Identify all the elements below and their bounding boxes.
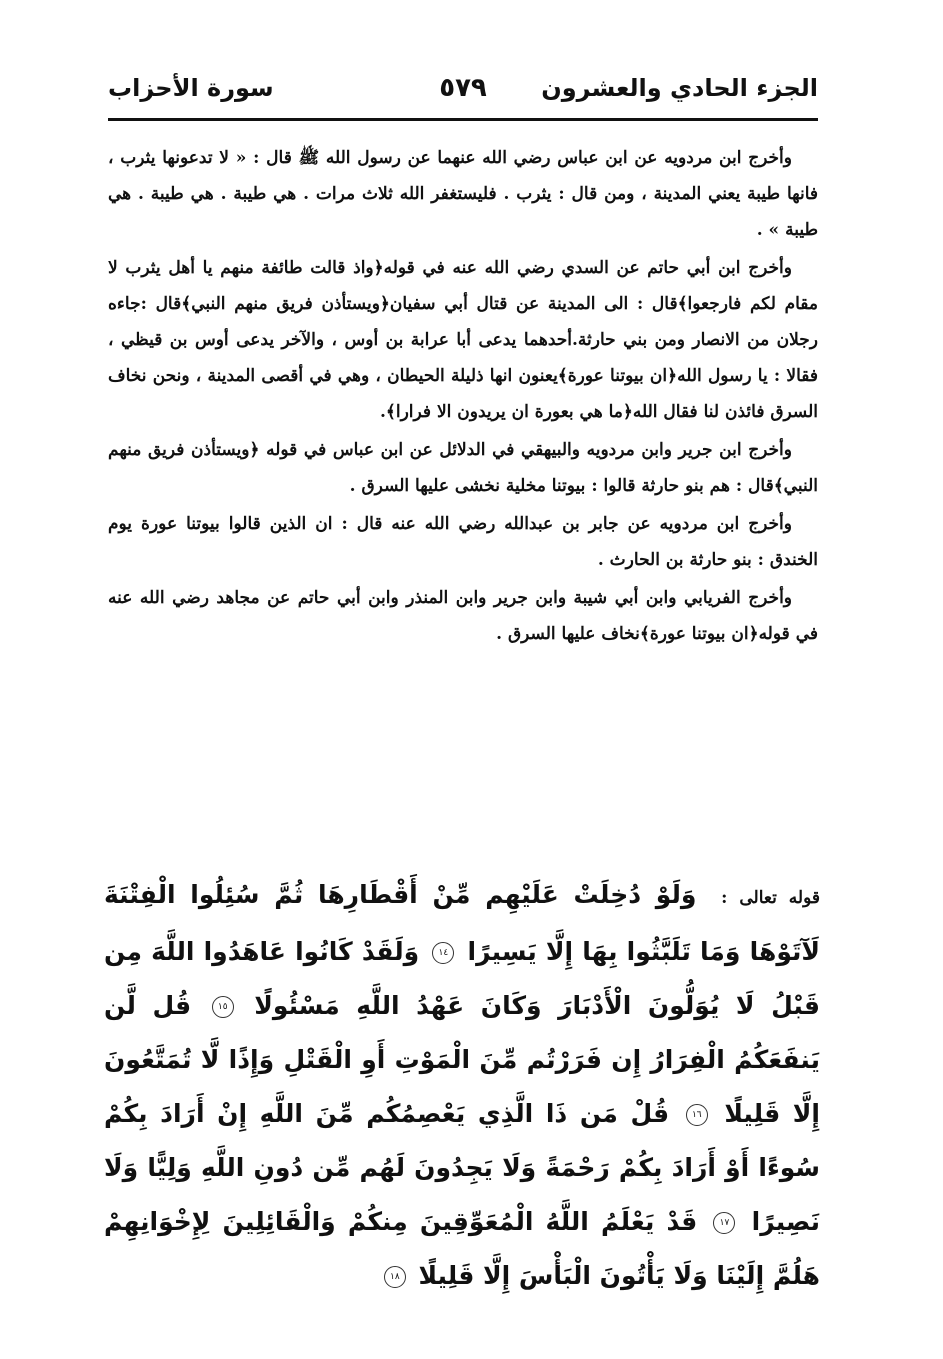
commentary-paragraph: وأخرج ابن أبي حاتم عن السدي رضي الله عنه في قوله﴿واذ قالت طائفة منهم يا أهل يثرب لا مقام لكم فارجعوا﴾قال : الى المدينة عن قتال أبي سفيان﴿ويستأذن فريق منهم النبي﴾قال :جاءه رجلان من الانصار ومن بني حارثة.أحدهما يدعى أبا عرابة بن أوس ، والآخر يدعى أوس بن قيظي ، فقالا : يا رسول الله﴿ان بيوتنا عورة﴾يعنون انها ذليلة الحيطان ، وهي في أقصى المدينة ، ونحن نخاف السرق فائذن لنا فقال الله﴿ما هي بعورة ان يريدون الا فرارا﴾.: [108, 258, 818, 422]
verse-number-marker: ١٨: [384, 1266, 406, 1288]
surah-title: سورة الأحزاب: [108, 74, 274, 102]
page-number: ٥٧٩: [439, 73, 487, 103]
commentary-paragraph: وأخرج ابن مردويه عن جابر بن عبدالله رضي الله عنه قال : ان الذين قالوا بيوتنا عورة يوم الخندق : بنو حارثة بن الحارث .: [108, 514, 818, 570]
quran-intro: قوله تعالى :: [721, 888, 820, 908]
header-rule: [108, 118, 818, 121]
part-title: الجزء الحادي والعشرون: [541, 74, 818, 102]
quran-verse: قُل لَّن يَنفَعَكُمُ الْفِرَارُ إِن فَرَرْتُم مِّنَ الْمَوْتِ أَوِ الْقَتْلِ وَإِذًا لَّا تُمَتَّعُونَ إِلَّا قَلِيلًا: [104, 991, 820, 1128]
quran-passage: [104, 868, 820, 1303]
commentary-text: [108, 140, 818, 654]
verse-number-marker: ١٧: [713, 1212, 735, 1234]
quran-verse: قُلْ مَن ذَا الَّذِي يَعْصِمُكُم مِّنَ اللَّهِ إِنْ أَرَادَ بِكُمْ سُوءًا أَوْ أَرَادَ بِكُمْ رَحْمَةً وَلَا يَجِدُونَ لَهُم مِّن دُونِ اللَّهِ وَلِيًّا وَلَا نَصِيرًا: [104, 1099, 820, 1236]
verse-number-marker: ١٦: [686, 1104, 708, 1126]
page-header: [108, 70, 818, 110]
verse-number-marker: ١٥: [212, 996, 234, 1018]
commentary-paragraph: وأخرج ابن جرير وابن مردويه والبيهقي في الدلائل عن ابن عباس في قوله ﴿ويستأذن فريق منهم النبي﴾قال : هم بنو حارثة قالوا : بيوتنا مخلية نخشى عليها السرق .: [108, 440, 818, 496]
commentary-paragraph: وأخرج الفريابي وابن أبي شيبة وابن جرير وابن المنذر وابن أبي حاتم عن مجاهد رضي الله عنه في قوله﴿ان بيوتنا عورة﴾نخاف عليها السرق .: [108, 588, 818, 644]
quran-verse: وَلَقَدْ كَانُوا عَاهَدُوا اللَّهَ مِن قَبْلُ لَا يُوَلُّونَ الْأَدْبَارَ وَكَانَ عَهْدُ اللَّهِ مَسْئُولًا: [104, 937, 820, 1020]
quran-verse: وَلَوْ دُخِلَتْ عَلَيْهِم مِّنْ أَقْطَارِهَا ثُمَّ سُئِلُوا الْفِتْنَةَ لَآتَوْهَا وَمَا تَلَبَّثُوا بِهَا إِلَّا يَسِيرًا: [104, 880, 820, 966]
quran-verse: قَدْ يَعْلَمُ اللَّهُ الْمُعَوِّقِينَ مِنكُمْ وَالْقَائِلِينَ لِإِخْوَانِهِمْ هَلُمَّ إِلَيْنَا وَلَا يَأْتُونَ الْبَأْسَ إِلَّا قَلِيلًا: [104, 1207, 820, 1290]
verse-number-marker: ١٤: [432, 942, 454, 964]
commentary-paragraph: وأخرج ابن مردويه عن ابن عباس رضي الله عنهما عن رسول الله ﷺ قال : « لا تدعونها يثرب ، فانها طيبة يعني المدينة ، ومن قال : يثرب . فليستغفر الله ثلاث مرات . هي طيبة . هي طيبة . هي طيبة » .: [108, 148, 818, 240]
